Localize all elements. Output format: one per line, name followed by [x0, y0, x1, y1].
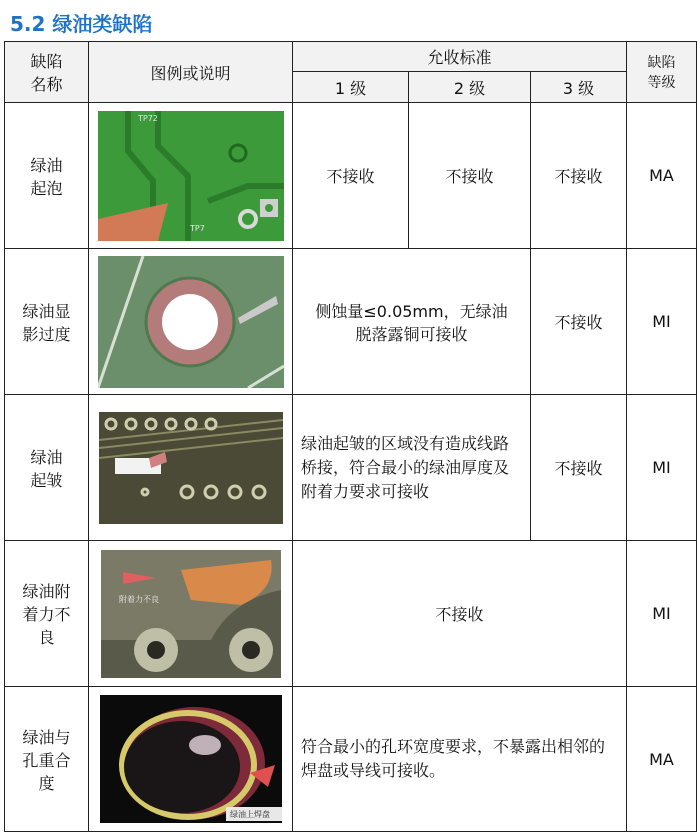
header-figure: 图例或说明	[89, 42, 293, 103]
section-title: 5.2 绿油类缺陷	[10, 12, 153, 36]
table-row	[5, 395, 697, 541]
defect-name: 绿油显 影过度	[5, 249, 89, 395]
header-grade: 缺陷 等级	[627, 42, 697, 103]
defect-grade: MI	[627, 249, 697, 395]
svg-text:附着力不良: 附着力不良	[118, 594, 159, 604]
defect-grade: MI	[627, 395, 697, 541]
level123-criteria: 不接收	[293, 541, 627, 687]
svg-text:TP72: TP72	[137, 113, 158, 123]
level2-criteria: 不接收	[409, 103, 531, 249]
level123-criteria: 符合最小的孔环宽度要求，不暴露出相邻的焊盘或导线可接收。	[293, 687, 627, 832]
level12-criteria: 绿油起皱的区域没有造成线路桥接，符合最小的绿油厚度及附着力要求可接收	[293, 395, 531, 541]
svg-text:TP7: TP7	[189, 223, 205, 233]
level3-criteria: 不接收	[531, 103, 627, 249]
defect-grade: MA	[627, 103, 697, 249]
solder-mask-wrinkle-photo	[99, 412, 283, 524]
defect-name: 绿油与 孔重合 度	[5, 687, 89, 832]
level1-criteria: 不接收	[293, 103, 409, 249]
level3-criteria: 不接收	[531, 395, 627, 541]
solder-mask-adhesion-photo	[101, 550, 281, 678]
defect-grade: MA	[627, 687, 697, 832]
svg-text:绿油上焊盘: 绿油上焊盘	[229, 810, 270, 819]
defect-name: 绿油附 着力不 良	[5, 541, 89, 687]
header-level-3: 3 级	[531, 72, 627, 103]
solder-mask-hole-registration-photo	[100, 695, 282, 823]
level3-criteria: 不接收	[531, 249, 627, 395]
defect-table	[4, 41, 697, 832]
table-row	[5, 103, 697, 249]
table-row	[5, 687, 697, 832]
defect-grade: MI	[627, 541, 697, 687]
table-row	[5, 541, 697, 687]
solder-mask-blister-photo	[98, 111, 284, 241]
header-level-1: 1 级	[293, 72, 409, 103]
header-level-2: 2 级	[409, 72, 531, 103]
solder-mask-overdevelop-photo	[98, 256, 284, 388]
table-row	[5, 249, 697, 395]
header-acceptance: 允收标准	[293, 42, 627, 72]
level12-criteria: 侧蚀量≤0.05mm，无绿油 脱落露铜可接收	[293, 249, 531, 395]
defect-name: 绿油 起皱	[5, 395, 89, 541]
defect-name: 绿油 起泡	[5, 103, 89, 249]
header-defect-name: 缺陷 名称	[5, 42, 89, 103]
